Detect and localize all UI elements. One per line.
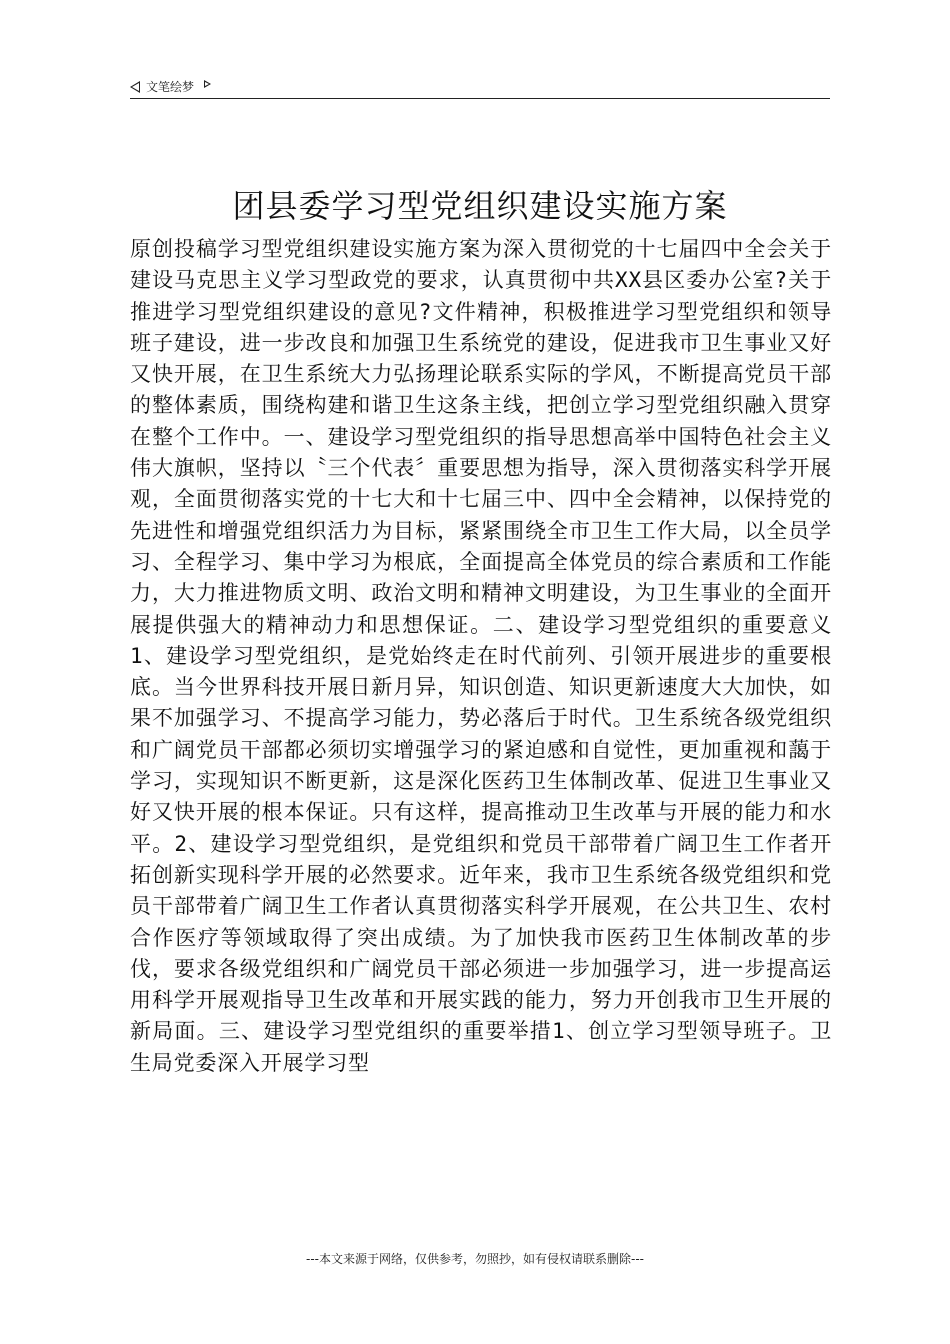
header-brand-text: 文笔绘梦: [146, 80, 195, 94]
page-header: [130, 72, 830, 99]
document-title: 团县委学习型党组织建设实施方案: [232, 187, 728, 225]
triangle-left-icon: [130, 81, 140, 93]
footer-notice: ---本文来源于网络，仅供参考，勿照抄，如有侵权请联系删除---: [306, 1252, 644, 1266]
header-brand: [130, 78, 211, 95]
document-body: 原创投稿学习型党组织建设实施方案为深入贯彻党的十七届四中全会关于建设马克思主义学习型政党的要求，认真贯彻中共XX县区委办公室?关于推进学习型党组织建设的意见?文件精神，积极推进学习型党组织和领导班子建设，进一步改良和加强卫生系统党的建设，促进我市卫生事业又好又快开展，在卫生系统大力弘扬理论联系实际的学风，不断提高党员干部的整体素质，围绕构建和谐卫生这条主线，把创立学习型党组织融入贯穿在整个工作中。一、建设学习型党组织的指导思想高举中国特色社会主义伟大旗帜，坚持以〝三个代表〞重要思想为指导，深入贯彻落实科学开展观，全面贯彻落实党的十七大和十七届三中、四中全会精神，以保持党的先进性和增强党组织活力为目标，紧紧围绕全市卫生工作大局，以全员学习、全程学习、集中学习为根底，全面提高全体党员的综合素质和工作能力，大力推进物质文明、政治文明和精神文明建设，为卫生事业的全面开展提供强大的精神动力和思想保证。二、建设学习型党组织的重要意义1、建设学习型党组织，是党始终走在时代前列、引领开展进步的重要根底。当今世界科技开展日新月异，知识创造、知识更新速度大大加快，如果不加强学习、不提高学习能力，势必落后于时代。卫生系统各级党组织和广阔党员干部都必须切实增强学习的紧迫感和自觉性，更加重视和藹于学习，实现知识不断更新，这是深化医药卫生体制改革、促进卫生事业又好又快开展的根本保证。只有这样，提高推动卫生改革与开展的能力和水平。2、建设学习型党组织，是党组织和党员干部带着广阔卫生工作者开拓创新实现科学开展的必然要求。近年来，我市卫生系统各级党组织和党员干部带着广阔卫生工作者认真贯彻落实科学开展观，在公共卫生、农村合作医疗等领域取得了突出成绩。为了加快我市医药卫生体制改革的步伐，要求各级党组织和广阔党员干部必须进一步加强学习，进一步提高运用科学开展观指导卫生改革和开展实践的能力，努力开创我市卫生开展的新局面。三、建设学习型党组织的重要举措1、创立学习型领导班子。卫生局党委深入开展学习型: [130, 237, 832, 1075]
triangle-right-icon: [204, 80, 211, 88]
